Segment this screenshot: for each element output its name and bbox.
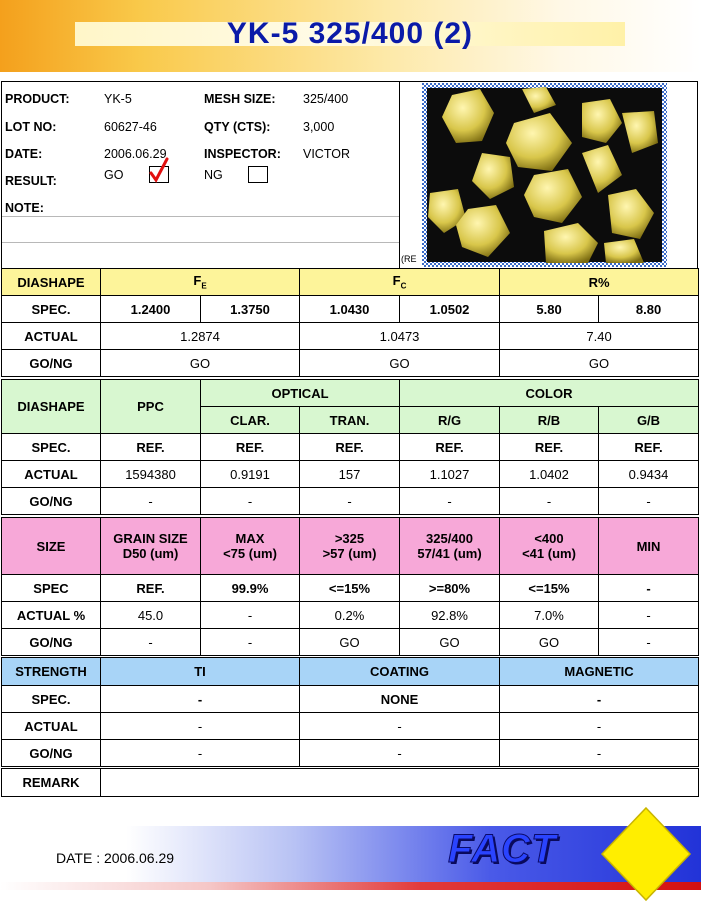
coating-header: COATING (300, 658, 500, 686)
actual-cell: - (599, 602, 699, 629)
gong-cell: - (599, 488, 699, 515)
actual-cell: 1594380 (101, 461, 201, 488)
gong-cell: GO (400, 629, 500, 656)
header-line: MIN (636, 538, 661, 554)
spec-cell: REF. (400, 434, 500, 461)
gong-cell: - (101, 629, 201, 656)
rg-header: R/G (400, 407, 500, 434)
remark-value (101, 769, 699, 797)
ppc-header: PPC (101, 380, 201, 434)
fact-logo: FACT (448, 827, 557, 871)
size-header: SIZE (2, 518, 101, 575)
gong-label: GO/NG (2, 629, 101, 656)
header-line: GRAIN SIZE (113, 531, 188, 546)
spec-cell: 1.0502 (400, 296, 500, 323)
info-panel (1, 81, 399, 268)
actual-cell: 0.9191 (201, 461, 300, 488)
actual-label: ACTUAL % (2, 602, 101, 629)
actual-label: ACTUAL (2, 323, 101, 350)
actual-cell: 7.40 (500, 323, 699, 350)
diashape-header: DIASHAPE (2, 380, 101, 434)
gong-cell: - (101, 740, 300, 767)
gong-label: GO/NG (2, 350, 101, 377)
spec-cell: 8.80 (599, 296, 699, 323)
gong-cell: - (201, 629, 300, 656)
325-400-header (400, 518, 500, 575)
note-label: NOTE: (5, 201, 44, 215)
clar-header: CLAR. (201, 407, 300, 434)
optical-header: OPTICAL (201, 380, 400, 407)
spec-label: SPEC (2, 575, 101, 602)
spec-label: SPEC. (2, 296, 101, 323)
go-checkbox[interactable] (149, 166, 169, 183)
max-header (201, 518, 300, 575)
strength-table (1, 657, 699, 767)
actual-cell: 45.0 (101, 602, 201, 629)
grain-size-header (101, 518, 201, 575)
spec-cell: <=15% (300, 575, 400, 602)
spec-cell: 1.0430 (300, 296, 400, 323)
fc-header (300, 269, 500, 296)
checkmark-icon (148, 157, 170, 183)
qty-value: 3,000 (303, 120, 335, 134)
gong-cell: GO (500, 350, 699, 377)
actual-label: ACTUAL (2, 713, 101, 740)
actual-cell: 0.2% (300, 602, 400, 629)
gong-cell: GO (500, 629, 599, 656)
actual-cell: - (101, 713, 300, 740)
actual-cell: - (201, 602, 300, 629)
gong-cell: - (400, 488, 500, 515)
header-line: <41 (um) (522, 546, 576, 561)
lot-no-label: LOT NO: (5, 120, 57, 134)
fc-subscript: C (400, 281, 407, 291)
spec-cell: REF. (500, 434, 599, 461)
inspector-value: VICTOR (303, 147, 350, 161)
actual-cell: 1.0473 (300, 323, 500, 350)
header-line: <400 (534, 531, 564, 546)
gong-label: GO/NG (2, 488, 101, 515)
gong-cell: GO (101, 350, 300, 377)
min-header (599, 518, 699, 575)
date-label: DATE: (5, 147, 43, 161)
footer-red-stripe (0, 882, 701, 890)
actual-cell: 1.2874 (101, 323, 300, 350)
actual-cell: - (300, 713, 500, 740)
page-title: YK-5 325/400 (2) (226, 17, 474, 50)
gb-header: G/B (599, 407, 699, 434)
header-line: MAX (235, 531, 265, 546)
magnetic-header: MAGNETIC (500, 658, 699, 686)
note-line (2, 242, 400, 243)
result-label: RESULT: (5, 174, 57, 188)
spec-cell: 1.3750 (201, 296, 300, 323)
product-value: YK-5 (104, 92, 132, 106)
spec-cell: 1.2400 (101, 296, 201, 323)
header-line: >325 (334, 531, 365, 546)
mesh-size-value: 325/400 (303, 92, 349, 106)
color-header: COLOR (400, 380, 699, 407)
header-line: D50 (um) (122, 546, 179, 561)
size-table (1, 517, 699, 656)
fe-subscript: E (201, 281, 207, 291)
gong-label: GO/NG (2, 740, 101, 767)
strength-header: STRENGTH (2, 658, 101, 686)
header-line: 325/400 (426, 531, 473, 546)
under-400-header (500, 518, 599, 575)
product-label: PRODUCT: (5, 92, 70, 106)
remark-label: REMARK (2, 769, 101, 797)
gong-cell: - (300, 740, 500, 767)
tran-header: TRAN. (300, 407, 400, 434)
date-value: 2006.06.29 (104, 147, 167, 161)
spec-cell: 99.9% (201, 575, 300, 602)
diashape-table (1, 268, 699, 377)
spec-cell: <=15% (500, 575, 599, 602)
note-line (2, 216, 400, 217)
ng-checkbox[interactable] (248, 166, 268, 183)
go-label: GO (104, 168, 124, 182)
ti-header: TI (101, 658, 300, 686)
spec-label: SPEC. (2, 434, 101, 461)
header-line: <75 (um) (223, 546, 277, 561)
r-percent-header: R% (500, 269, 699, 296)
actual-label: ACTUAL (2, 461, 101, 488)
fe-header (101, 269, 300, 296)
spec-cell: NONE (300, 686, 500, 713)
gong-cell: - (599, 629, 699, 656)
gong-cell: - (101, 488, 201, 515)
spec-cell: REF. (101, 434, 201, 461)
spec-cell: 5.80 (500, 296, 599, 323)
diamond-grain-micrograph (422, 83, 667, 267)
qty-label: QTY (CTS): (204, 120, 271, 134)
gong-cell: - (300, 488, 400, 515)
actual-cell: 0.9434 (599, 461, 699, 488)
fe-label: F (193, 273, 202, 289)
header-line: 57/41 (um) (417, 546, 482, 561)
gong-cell: GO (300, 629, 400, 656)
spec-cell: REF. (300, 434, 400, 461)
spec-cell: REF. (599, 434, 699, 461)
diashape-header: DIASHAPE (2, 269, 101, 296)
gong-cell: - (500, 740, 699, 767)
gong-cell: - (500, 488, 599, 515)
diamond-logo-icon (600, 806, 692, 902)
footer-date: DATE : 2006.06.29 (56, 850, 175, 866)
header-line: >57 (um) (322, 546, 377, 561)
sample-photo-frame (399, 81, 698, 268)
lot-no-value: 60627-46 (104, 120, 157, 134)
gong-cell: - (201, 488, 300, 515)
spec-cell: REF. (101, 575, 201, 602)
fc-label: F (392, 273, 401, 289)
actual-cell: 92.8% (400, 602, 500, 629)
mesh-size-label: MESH SIZE: (204, 92, 276, 106)
actual-cell: 1.0402 (500, 461, 599, 488)
optical-color-table (1, 379, 699, 515)
actual-cell: 157 (300, 461, 400, 488)
gong-cell: GO (300, 350, 500, 377)
rb-header: R/B (500, 407, 599, 434)
actual-cell: 1.1027 (400, 461, 500, 488)
spec-cell: - (101, 686, 300, 713)
over-325-header (300, 518, 400, 575)
spec-label: SPEC. (2, 686, 101, 713)
photo-caption: (RE (401, 254, 417, 264)
spec-cell: - (599, 575, 699, 602)
remark-table (1, 768, 699, 797)
ng-label: NG (204, 168, 223, 182)
actual-cell: 7.0% (500, 602, 599, 629)
spec-cell: REF. (201, 434, 300, 461)
inspector-label: INSPECTOR: (204, 147, 281, 161)
actual-cell: - (500, 713, 699, 740)
spec-cell: >=80% (400, 575, 500, 602)
spec-cell: - (500, 686, 699, 713)
